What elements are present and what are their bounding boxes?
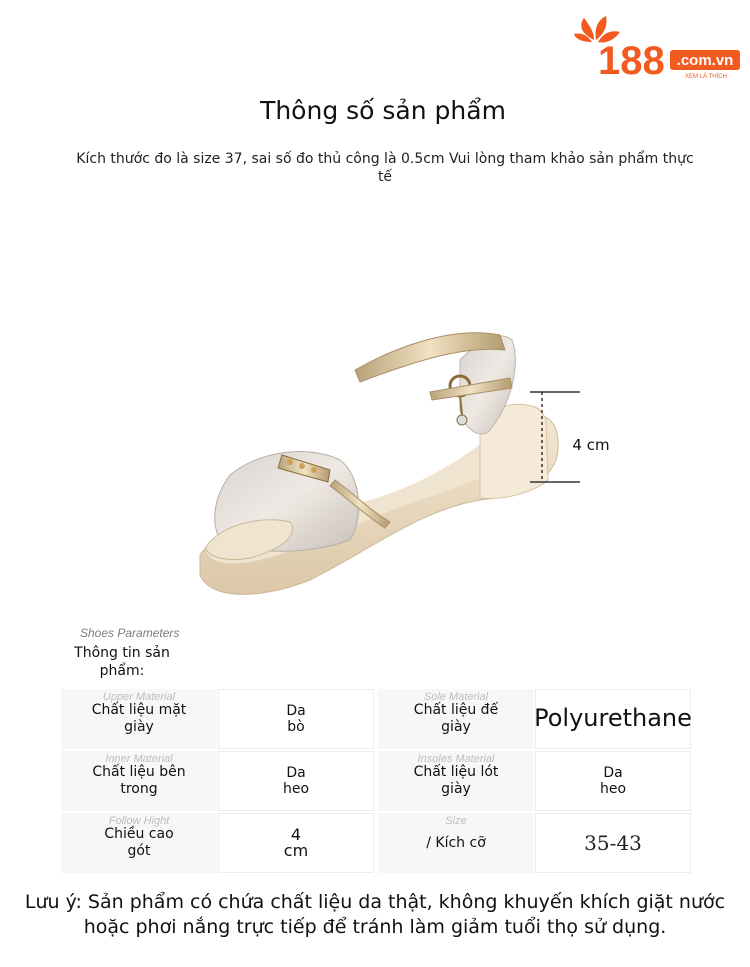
inner-material-value: Da heo — [282, 765, 310, 797]
sole-material-label: Chất liệu đế giày — [413, 702, 499, 735]
size-label-en: Size — [445, 815, 467, 827]
heel-height-value-cell — [218, 813, 374, 873]
care-note: Lưu ý: Sản phẩm có chứa chất liệu da thật, không khuyến khích giặt nước hoặc phơi nắng trực tiếp để tránh làm giảm tuổi thọ sử dụng. — [24, 891, 726, 938]
sole-material-label-cell — [378, 689, 534, 749]
logo-domain: .com.vn — [676, 52, 734, 69]
upper-material-label-en: Upper Material — [102, 691, 176, 703]
size-value-cell — [535, 813, 691, 873]
sandal-image — [190, 300, 620, 610]
size-label-cell — [378, 813, 534, 873]
sole-material-label-en: Sole Material — [423, 691, 489, 703]
upper-material-label: Chất liệu mặt giày — [91, 702, 187, 735]
inner-material-label-en: Inner Material — [105, 753, 173, 765]
logo-tagline: XEM LÀ THÍCH — [685, 74, 727, 80]
insole-material-value: Da heo — [599, 765, 627, 797]
heel-height-value: 4 cm — [283, 825, 309, 860]
upper-material-label-cell — [61, 689, 217, 749]
sole-material-value-cell — [535, 689, 691, 749]
sole-material-value: Polyurethane — [534, 704, 692, 732]
size-value: 35-43 — [584, 831, 642, 855]
parameters-heading-en: Shoes Parameters — [80, 626, 180, 640]
heel-height-label: 4 cm — [572, 436, 610, 454]
brand-logo — [574, 12, 744, 82]
insole-material-label-cell — [378, 751, 534, 811]
inner-material-label-cell — [61, 751, 217, 811]
page-subtitle: Kích thước đo là size 37, sai số đo thủ công là 0.5cm Vui lòng tham khảo sản phẩm thực tế — [76, 151, 694, 185]
insole-material-value-cell — [535, 751, 691, 811]
upper-material-value: Da bò — [286, 703, 306, 735]
insole-material-label: Chất liệu lót giày — [413, 764, 499, 797]
parameters-heading-vi: Thông tin sản phẩm: — [74, 645, 170, 679]
inner-material-label: Chất liệu bên trong — [92, 764, 186, 797]
inner-material-value-cell — [218, 751, 374, 811]
heel-height-param-label: Chiều cao gót — [104, 826, 174, 859]
size-label: / Kích cỡ — [426, 834, 486, 851]
upper-material-value-cell — [218, 689, 374, 749]
logo-number: 188 — [598, 39, 665, 82]
heel-height-label-en: Follow Hight — [108, 815, 170, 827]
insole-material-label-en: Insoles Material — [417, 753, 495, 765]
page-title: Thông số sản phẩm — [260, 96, 506, 125]
heel-height-label-cell — [61, 813, 217, 873]
